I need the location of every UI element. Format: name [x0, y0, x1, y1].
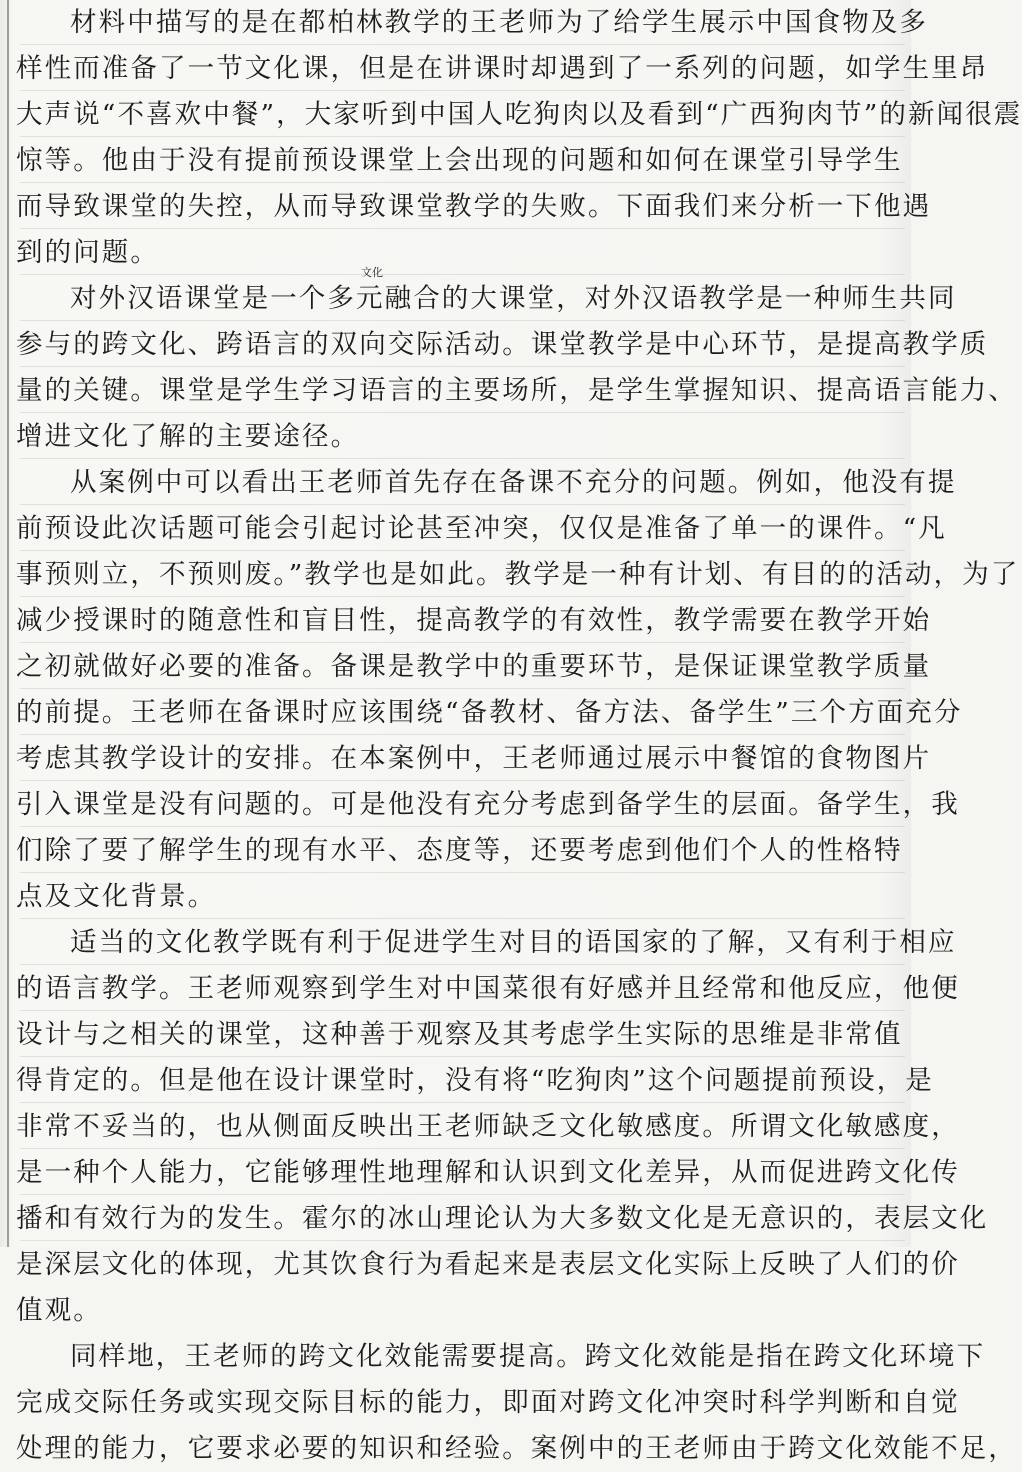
text-line: 点及文化背景。 — [16, 881, 217, 912]
text-line: 事预则立，不预则废。”教学也是如此。教学是一种有计划、有目的的活动，为了 — [16, 559, 1020, 590]
text-line: 参与的跨文化、跨语言的双向交际活动。课堂教学是中心环节，是提高教学质 — [16, 329, 989, 360]
text-line: 处理的能力，它要求必要的知识和经验。案例中的王老师由于跨文化效能不足， — [16, 1433, 1017, 1464]
text-line: 从案例中可以看出王老师首先存在备课不充分的问题。例如，他没有提 — [70, 467, 957, 498]
paragraph-3 — [16, 460, 1020, 920]
text-line: 同样地，王老师的跨文化效能需要提高。跨文化效能是指在跨文化环境下 — [70, 1341, 986, 1372]
insertion-mark: 文化 — [361, 266, 383, 279]
text-line: 前预设此次话题可能会引起讨论甚至冲突，仅仅是准备了单一的课件。“凡 — [16, 513, 947, 544]
paragraph-2 — [16, 266, 1017, 460]
text-line: 大声说“不喜欢中餐”，大家听到中国人吃狗肉以及看到“广西狗肉节”的新闻很震 — [16, 99, 1022, 130]
text-line: 样性而准备了一节文化课，但是在讲课时却遇到了一系列的问题，如学生里昂 — [16, 53, 989, 84]
text-line: 量的关键。课堂是学生学习语言的主要场所，是学生掌握知识、提高语言能力、 — [16, 375, 1017, 406]
text-line: 播和有效行为的发生。霍尔的冰山理论认为大多数文化是无意识的，表层文化 — [16, 1203, 989, 1234]
paragraph-1 — [16, 0, 1022, 276]
text-line: 得肯定的。但是他在设计课堂时，没有将“吃狗肉”这个问题提前预设，是 — [16, 1065, 934, 1096]
text-line: 增进文化了解的主要途径。 — [16, 421, 360, 452]
text-line: 考虑其教学设计的安排。在本案例中，王老师通过展示中餐馆的食物图片 — [16, 743, 932, 774]
text-line: 减少授课时的随意性和盲目性，提高教学的有效性，教学需要在教学开始 — [16, 605, 932, 636]
text-line: 们除了要了解学生的现有水平、态度等，还要考虑到他们个人的性格特 — [16, 835, 903, 866]
text-line: 是一种个人能力，它能够理性地理解和认识到文化差异，从而促进跨文化传 — [16, 1157, 960, 1188]
essay-body — [16, 0, 1022, 1472]
text-line: 而导致课堂的失控，从而导致课堂教学的失败。下面我们来分析一下他遇 — [16, 191, 932, 222]
paragraph-4 — [16, 920, 989, 1334]
paragraph-5 — [16, 1334, 1017, 1472]
text-line: 之初就做好必要的准备。备课是教学中的重要环节，是保证课堂教学质量 — [16, 651, 932, 682]
text-line: 引入课堂是没有问题的。可是他没有充分考虑到备学生的层面。备学生，我 — [16, 789, 960, 820]
text-line: 到的问题。 — [16, 237, 159, 268]
text-line: 完成交际任务或实现交际目标的能力，即面对跨文化冲突时科学判断和自觉 — [16, 1387, 960, 1418]
text-line: 值观。 — [16, 1295, 102, 1326]
text-line: 是深层文化的体现，尤其饮食行为看起来是表层文化实际上反映了人们的价 — [16, 1249, 960, 1280]
text-line: 非常不妥当的，也从侧面反映出王老师缺乏文化敏感度。所谓文化敏感度， — [16, 1111, 960, 1142]
text-line: 对外汉语课堂是一个多元融合的大课堂，对外汉语教学是一种师生共同 — [70, 283, 957, 314]
text-line: 设计与之相关的课堂，这种善于观察及其考虑学生实际的思维是非常值 — [16, 1019, 903, 1050]
text-line: 的语言教学。王老师观察到学生对中国菜很有好感并且经常和他反应，他便 — [16, 973, 960, 1004]
text-line: 适当的文化教学既有利于促进学生对目的语国家的了解，又有利于相应 — [70, 927, 957, 958]
text-line: 的前提。王老师在备课时应该围绕“备教材、备方法、备学生”三个方面充分 — [16, 697, 963, 728]
text-line: 惊等。他由于没有提前预设课堂上会出现的问题和如何在课堂引导学生 — [16, 145, 903, 176]
text-line: 材料中描写的是在都柏林教学的王老师为了给学生展示中国食物及多 — [70, 7, 928, 38]
